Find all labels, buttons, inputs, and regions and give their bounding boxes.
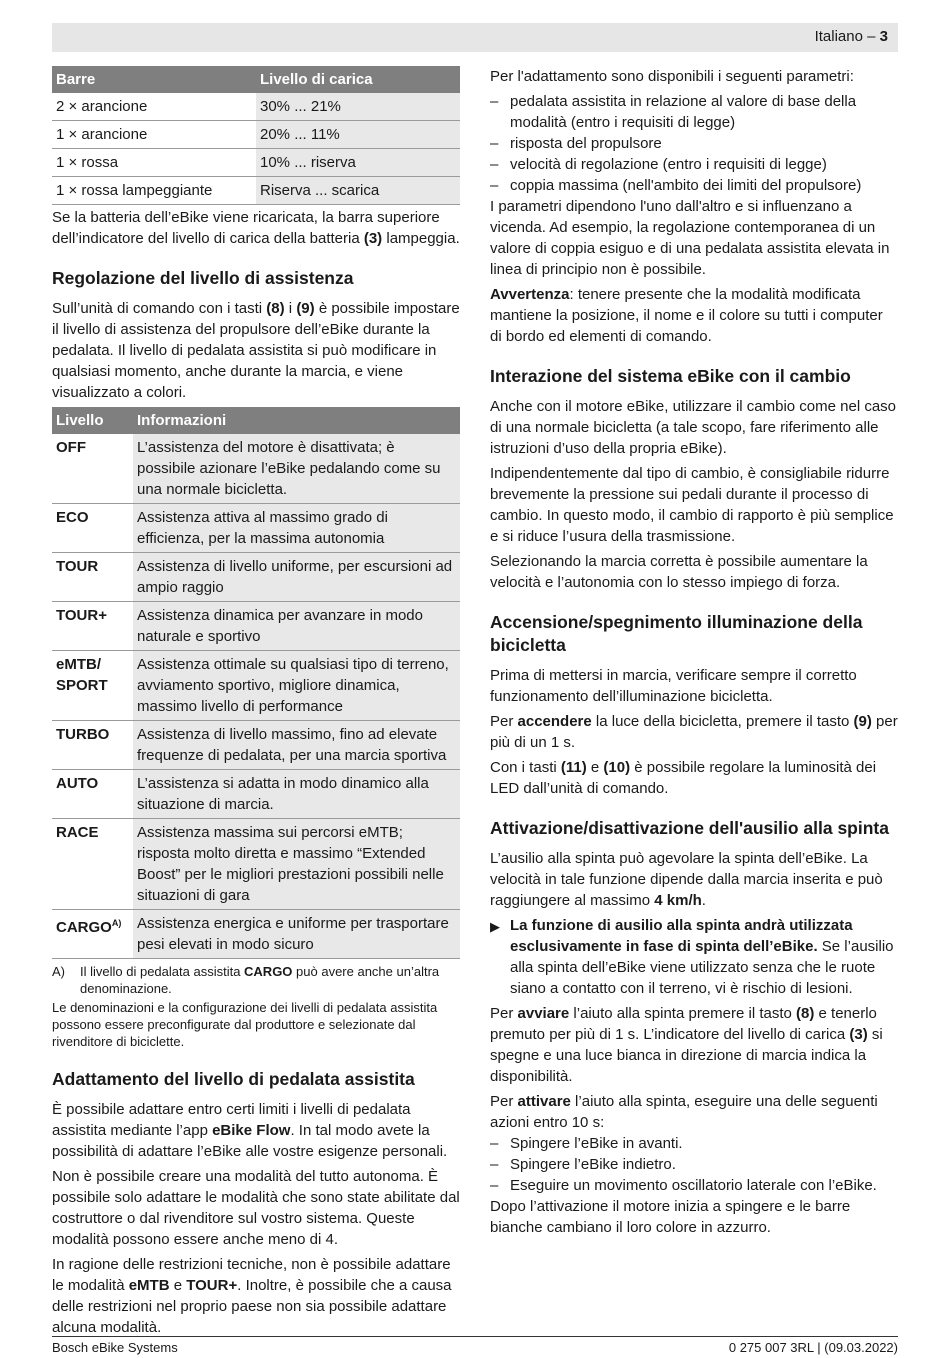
text: Se l’ausilio alla spinta dell’eBike viene utilizzato senza che le ruote siano a contatto con il terreno, vi è rischio di lesioni.	[510, 938, 894, 997]
spinta-p1	[490, 848, 898, 911]
text: si spegne e una luce bianca in direzione di marcia indica la disponibilità.	[490, 1026, 883, 1085]
ref: (9)	[853, 713, 872, 730]
list-item: – Spingere l’eBike in avanti.	[490, 1133, 898, 1154]
footnote-mark: A)	[111, 918, 122, 928]
adattamento-p3	[52, 1254, 460, 1338]
table-row	[52, 93, 460, 121]
list-item: – Spingere l’eBike indietro.	[490, 1154, 898, 1175]
text: . Inoltre, è possibile che a causa delle restrizioni nel proprio paese non sia possibile adattare alcuna modalità.	[52, 1277, 452, 1336]
ref: (3)	[363, 230, 383, 247]
ref: (8)	[796, 1005, 815, 1022]
text: lampeggia.	[382, 230, 460, 247]
level-name: OFF	[52, 434, 133, 504]
ref: (9)	[296, 300, 315, 317]
text: la luce della bicicletta, premere il tasto	[591, 713, 854, 730]
level-info: Assistenza dinamica per avanzare in modo naturale e sportivo	[133, 602, 460, 651]
section-title-regolazione: Regolazione del livello di assistenza	[52, 268, 354, 288]
text: può avere anche un’altra denominazione.	[80, 964, 440, 996]
spinta-p2	[490, 1003, 898, 1087]
table-row	[52, 602, 460, 651]
section-title-luce: Accensione/spegnimento illuminazione della bicicletta	[490, 612, 863, 655]
list-item: – velocità di regolazione (entro i requisiti di legge)	[490, 154, 898, 175]
adattamento-p2: Non è possibile creare una modalità del tutto autonoma. È possibile solo adattare le modalità che sono state abilitate dal costruttore o dal rivenditore sul vostro sistema. Queste modalità possono essere anche meno di 4.	[52, 1168, 460, 1248]
app-name: eBike Flow	[212, 1122, 291, 1139]
ref: (11)	[560, 759, 587, 776]
text: Per	[490, 1093, 518, 1110]
header-language: Italiano –	[814, 28, 876, 45]
list-item: – coppia massima (nell'ambito dei limiti del propulsore)	[490, 175, 898, 196]
cambio-p2: Indipendentemente dal tipo di cambio, è consigliabile ridurre brevemente la pressione sui pedali durante il processo di cambio. In questo modo, il cambio di rapporto è più semplice e si riduce l’usura della trasmissione.	[490, 465, 894, 545]
footnote-text	[80, 963, 460, 997]
footnote	[52, 963, 460, 997]
text: accendere	[517, 713, 592, 730]
charge-header-level: Livello di carica	[256, 66, 460, 93]
luce-p1: Prima di mettersi in marcia, verificare sempre il corretto funzionamento dell’illuminazione bicicletta.	[490, 667, 857, 705]
footnote-mark: A)	[52, 964, 65, 979]
section-title-spinta: Attivazione/disattivazione dell'ausilio alla spinta	[490, 818, 889, 838]
level-info: Assistenza di livello massimo, fino ad elevate frequenze di pedalata, per una marcia sportiva	[133, 721, 460, 770]
info-header: Informazioni	[133, 407, 460, 434]
text: e	[169, 1277, 187, 1294]
text: è possibile regolare la luminosità dei LED dall’unità di comando.	[490, 759, 877, 797]
text: Per	[490, 1005, 518, 1022]
text: per più di un 1 s.	[490, 713, 898, 751]
text: avviare	[517, 1005, 570, 1022]
text: : tenere presente che la modalità modificata mantiene la posizione, il nome e il colore su tutti i computer di bordo ed elementi di comando.	[490, 286, 883, 345]
text: CARGO	[244, 964, 293, 979]
table-cell: 1 × arancione	[52, 121, 256, 149]
level-info: L’assistenza si adatta in modo dinamico alla situazione di marcia.	[133, 770, 460, 819]
text: Il livello di pedalata assistita	[80, 964, 245, 979]
warning-arrow-icon: ▶	[490, 919, 500, 934]
adattamento-warning	[490, 284, 898, 347]
level-name	[52, 910, 133, 959]
level-name: TOUR+	[52, 602, 133, 651]
mode-name: TOUR+	[186, 1277, 238, 1294]
table-cell: Riserva ... scarica	[256, 177, 460, 205]
text: e	[586, 759, 604, 776]
level-name: TURBO	[52, 721, 133, 770]
spinta-p4: Dopo l’attivazione il motore inizia a spingere e le barre bianche cambiano il loro colore in azzurro.	[490, 1198, 851, 1236]
text: In ragione delle restrizioni tecniche, non è possibile adattare le modalità	[52, 1256, 451, 1294]
footer-docnum: 0 275 007 3RL | (09.03.2022)	[728, 1340, 898, 1355]
level-info: Assistenza ottimale su qualsiasi tipo di terreno, avviamento sportivo, migliore dinamica, massimo livello di performance	[133, 651, 460, 721]
text: Avvertenza	[490, 286, 570, 303]
level-name: AUTO	[52, 770, 133, 819]
warning-text	[510, 915, 898, 999]
left-column	[52, 66, 460, 1342]
text: CARGO	[56, 919, 112, 936]
table-row	[52, 721, 460, 770]
text: Sull’unità di comando con i tasti	[52, 300, 267, 317]
luce-p3	[490, 757, 898, 799]
regolazione-paragraph	[52, 298, 460, 403]
safety-warning	[490, 915, 898, 999]
ref: (10)	[603, 759, 631, 776]
list-item: – pedalata assistita in relazione al valore di base della modalità (entro i requisiti di legge)	[490, 91, 898, 133]
footer-brand: Bosch eBike Systems	[52, 1340, 178, 1355]
text: l’aiuto alla spinta premere il tasto	[569, 1005, 797, 1022]
table-cell: 2 × arancione	[52, 93, 256, 121]
text: Con i tasti	[490, 759, 561, 776]
table-row	[52, 770, 460, 819]
text: Per	[490, 713, 518, 730]
cambio-p3: Selezionando la marcia corretta è possibile aumentare la velocità e l’autonomia con lo stesso impiego di forza.	[490, 553, 868, 591]
table-cell: 1 × rossa lampeggiante	[52, 177, 256, 205]
table-row	[52, 910, 460, 959]
charge-note	[52, 207, 460, 249]
ref: (8)	[266, 300, 285, 317]
adattamento-p1	[52, 1099, 460, 1162]
speed-value: 4 km/h	[654, 892, 702, 909]
level-name: eMTB/ SPORT	[52, 651, 133, 721]
table-row	[52, 504, 460, 553]
text: .	[701, 892, 706, 909]
section-title-adattamento: Adattamento del livello di pedalata assistita	[52, 1069, 415, 1089]
level-name: TOUR	[52, 553, 133, 602]
param-list	[490, 91, 898, 196]
table-cell: 10% ... riserva	[256, 149, 460, 177]
level-info: Assistenza di livello uniforme, per escursioni ad ampio raggio	[133, 553, 460, 602]
text: è possibile impostare il livello di assistenza del propulsore dell’eBike durante la pedalata. Il livello di pedalata assistita si può modificare in qualsiasi momento, anche durante la marcia, e viene visualizzato a colori.	[52, 300, 460, 401]
text: i	[284, 300, 297, 317]
text: Se la batteria dell’eBike viene ricaricata, la barra superiore dell’indicatore del livello di carica della batteria	[52, 209, 440, 247]
page-header	[815, 28, 888, 45]
right-column	[490, 66, 898, 1242]
action-list	[490, 1133, 898, 1196]
mode-name: eMTB	[128, 1277, 170, 1294]
text: L’ausilio alla spinta può agevolare la spinta dell’eBike. La velocità in tale funzione dipende dalla marcia inserita e può raggiungere al massimo	[490, 850, 883, 909]
table-row	[52, 177, 460, 205]
text: La funzione di ausilio alla spinta andrà utilizzata esclusivamente in fase di spinta dell’eBike.	[510, 917, 853, 955]
table-cell: 1 × rossa	[52, 149, 256, 177]
page-number: 3	[879, 28, 888, 45]
spinta-p3	[490, 1091, 898, 1133]
section-title-cambio: Interazione del sistema eBike con il cambio	[490, 366, 851, 386]
level-header: Livello	[52, 407, 133, 434]
adattamento-p4: Per l'adattamento sono disponibili i seguenti parametri:	[490, 68, 854, 85]
footer-divider	[52, 1336, 898, 1337]
level-name: RACE	[52, 819, 133, 910]
table-row	[52, 553, 460, 602]
cambio-p1: Anche con il motore eBike, utilizzare il cambio come nel caso di una normale bicicletta (a tale scopo, fare riferimento alle istruzioni d’uso della propria eBike).	[490, 398, 897, 457]
header-bar	[52, 23, 898, 52]
level-name: ECO	[52, 504, 133, 553]
table-row	[52, 651, 460, 721]
table-row	[52, 434, 460, 504]
footnote-note: Le denominazioni e la configurazione dei livelli di pedalata assistita possono essere preconfigurate dal produttore e selezionate dal rivenditore di biciclette.	[52, 1000, 438, 1049]
table-row	[52, 121, 460, 149]
text: attivare	[517, 1093, 571, 1110]
level-info: Assistenza attiva al massimo grado di efficienza, per la massima autonomia	[133, 504, 460, 553]
level-info: L’assistenza del motore è disattivata; è possibile azionare l’eBike pedalando come su una normale bicicletta.	[133, 434, 460, 504]
table-row	[52, 149, 460, 177]
ref: (3)	[849, 1026, 868, 1043]
adattamento-p5: I parametri dipendono l'uno dall'altro e si influenzano a vicenda. Ad esempio, la regolazione contemporanea di un valore di coppia esiguo e di una pedalata assistita elevata in linea di principio non è possibile.	[490, 198, 890, 278]
text: . In tal modo avete la possibilità di adattare l’eBike alle vostre esigenze personali.	[52, 1122, 448, 1160]
table-cell: 20% ... 11%	[256, 121, 460, 149]
list-item: – risposta del propulsore	[490, 133, 898, 154]
list-item: – Eseguire un movimento oscillatorio laterale con l’eBike.	[490, 1175, 898, 1196]
text: l’aiuto alla spinta, eseguire una delle seguenti azioni entro 10 s:	[490, 1093, 878, 1131]
charge-level-table	[52, 66, 460, 205]
level-info: Assistenza energica e uniforme per trasportare pesi elevati in modo sicuro	[133, 910, 460, 959]
charge-header-bars: Barre	[52, 66, 256, 93]
table-row	[52, 819, 460, 910]
table-cell: 30% ... 21%	[256, 93, 460, 121]
text: e tenerlo premuto per più di 1 s. L’indicatore del livello di carica	[490, 1005, 877, 1043]
text: È possibile adattare entro certi limiti i livelli di pedalata assistita mediante l’app	[52, 1101, 411, 1139]
level-info: Assistenza massima sui percorsi eMTB; risposta molto diretta e massimo “Extended Boost” per le migliori prestazioni possibili nelle situazioni di gara	[133, 819, 460, 910]
luce-p2	[490, 711, 898, 753]
assist-level-table	[52, 407, 460, 959]
